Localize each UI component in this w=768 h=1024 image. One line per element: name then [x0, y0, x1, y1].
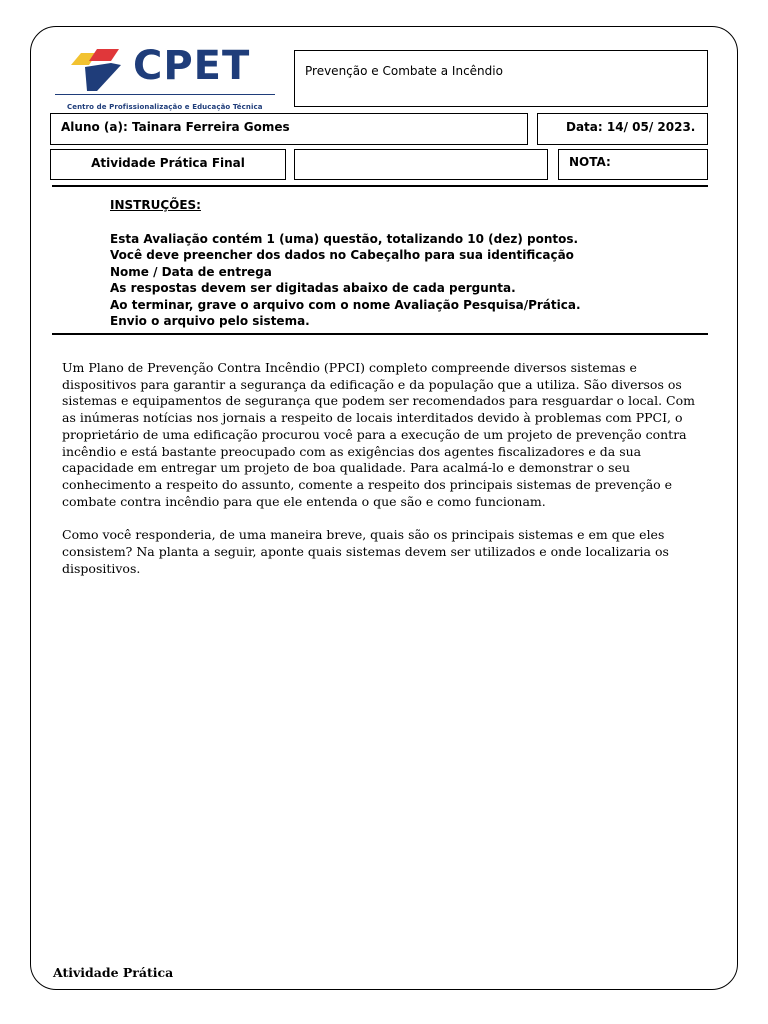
- instructions-heading: INSTRUÇÕES:: [110, 198, 201, 212]
- instructions-block: [110, 197, 581, 330]
- instruction-line: Você deve preencher dos dados no Cabeçalho para sua identificação: [110, 248, 574, 262]
- activity-box: [50, 149, 286, 180]
- question-text: [62, 360, 712, 594]
- cpet-logo: [55, 42, 277, 116]
- blank-field[interactable]: [294, 149, 548, 180]
- student-name: Aluno (a): Tainara Ferreira Gomes: [61, 120, 290, 134]
- divider-top: [52, 185, 708, 187]
- date-field[interactable]: [537, 113, 708, 145]
- instruction-line: Esta Avaliação contém 1 (uma) questão, totalizando 10 (dez) pontos.: [110, 231, 579, 246]
- logo-tagline: Centro de Profissionalização e Educação Técnica: [67, 103, 263, 111]
- date-value: Data: 14/ 05/ 2023.: [566, 120, 696, 134]
- logo-wordmark: CPET: [133, 43, 251, 89]
- page-footer: Atividade Prática: [53, 965, 174, 980]
- instruction-line: As respostas devem ser digitadas abaixo de cada pergunta.: [110, 281, 516, 295]
- question-paragraph-2: Como você responderia, de uma maneira breve, quais são os principais sistemas e em que eles consistem? Na planta a seguir, aponte quais sistemas devem ser utilizados e onde localizaria os dispositivos.: [62, 527, 669, 576]
- grade-label: NOTA:: [569, 155, 611, 169]
- course-title: Prevenção e Combate a Incêndio: [305, 64, 503, 78]
- course-title-box: [294, 50, 708, 107]
- instruction-line: Envio o arquivo pelo sistema.: [110, 314, 310, 328]
- student-field[interactable]: [50, 113, 528, 145]
- logo-underline: [55, 94, 275, 95]
- question-paragraph-1: Um Plano de Prevenção Contra Incêndio (PPCI) completo compreende diversos sistemas e dispositivos para garantir a segurança da edificação e da população que a utiliza. São diversos os sistemas e equipamentos de segurança que podem ser recomendados para resguardar o local. Com as inúmeras notícias nos jornais a respeito de locais interditados devido à problemas com PPCI, o proprietário de uma edificação procurou você para a execução de um projeto de prevenção contra incêndio e está bastante preocupado com as exigências dos agentes fiscalizadores e da sua capacidade em entregar um projeto de boa qualidade. Para acalmá-lo e demonstrar o seu conhecimento a respeito do assunto, comente a respeito dos principais sistemas de prevenção e combate contra incêndio para que ele entenda o que são e como funcionam.: [62, 360, 695, 509]
- instruction-line: Ao terminar, grave o arquivo com o nome Avaliação Pesquisa/Prática.: [110, 297, 581, 312]
- grade-field[interactable]: [558, 149, 708, 180]
- activity-label: Atividade Prática Final: [91, 156, 245, 170]
- divider-bottom: [52, 333, 708, 335]
- instruction-line: Nome / Data de entrega: [110, 264, 272, 279]
- cpet-logo-mark-icon: [67, 47, 127, 93]
